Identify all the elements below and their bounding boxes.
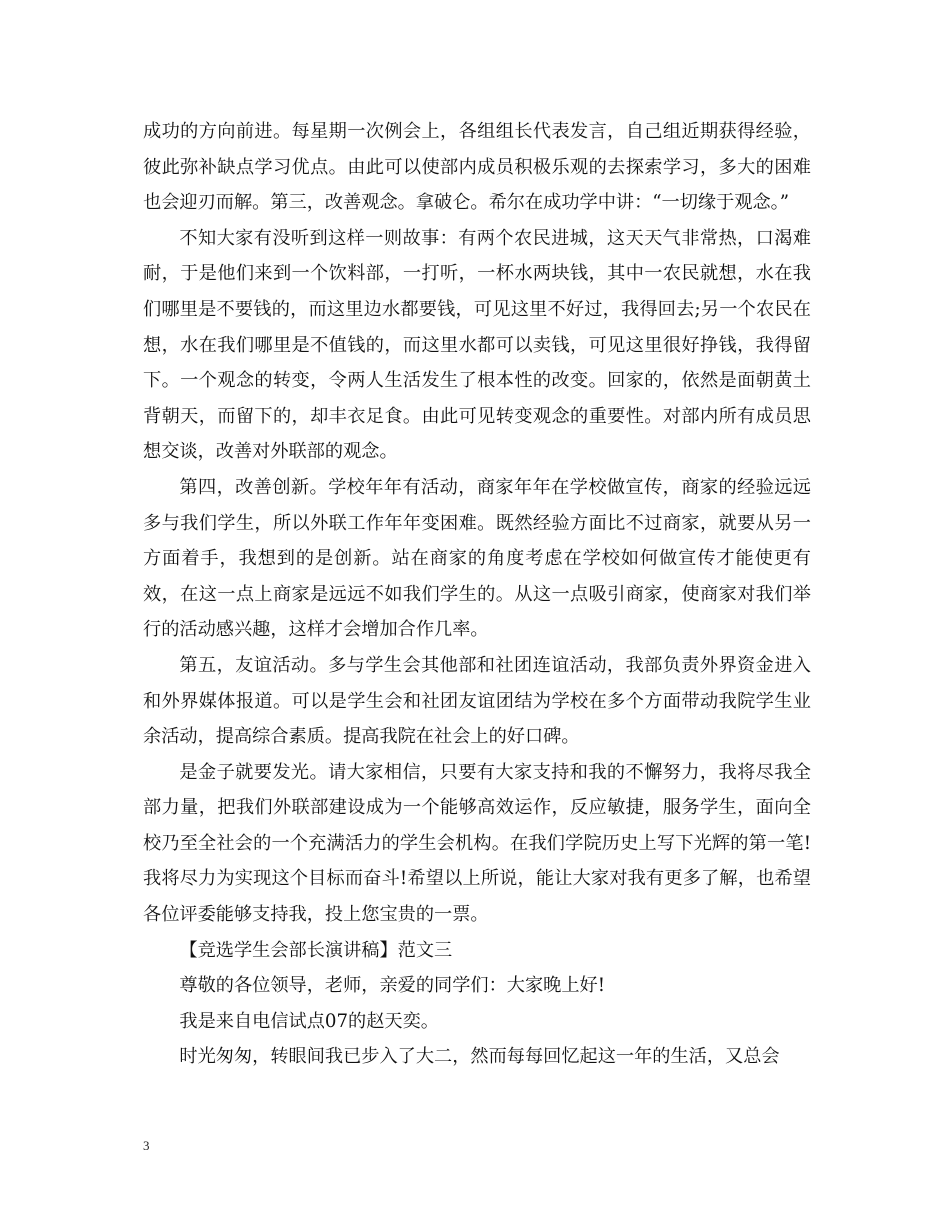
paragraph-greeting: 尊敬的各位领导，老师，亲爱的同学们：大家晚上好! <box>179 975 606 997</box>
document-body <box>143 114 811 1075</box>
paragraph-farmer-story: 不知大家有没听到这样一则故事：有两个农民进城，这天天气非常热，口渴难耐，于是他们来到一个饮料部，一打听，一杯水两块钱，其中一农民就想，水在我们哪里是不要钱的，而这里边水都要钱，可见这里不好过，我得回去;另一个农民在想，水在我们哪里是不值钱的，而这里水都可以卖钱，可见这里很好挣钱，我得留下。一个观念的转变，令两人生活发生了根本性的改变。回家的，依然是面朝黄土背朝天，而留下的，却丰衣足食。由此可见转变观念的重要性。对部内所有成员思想交谈，改善对外联部的观念。 <box>143 227 811 463</box>
page-number: 3 <box>143 1138 150 1153</box>
paragraph-closing: 是金子就要发光。请大家相信，只要有大家支持和我的不懈努力，我将尽我全部力量，把我们外联部建设成为一个能够高效运作，反应敏捷，服务学生，面向全校乃至全社会的一个充满活力的学生会机构。在我们学院历史上写下光辉的第一笔!我将尽力为实现这个目标而奋斗!希望以上所说，能让大家对我有更多了解，也希望各位评委能够支持我，投上您宝贵的一票。 <box>143 761 811 926</box>
paragraph-innovation: 第四，改善创新。学校年年有活动，商家年年在学校做宣传，商家的经验远远多与我们学生，所以外联工作年年变困难。既然经验方面比不过商家，就要从另一方面着手，我想到的是创新。站在商家的角度考虑在学校如何做宣传才能使更有效，在这一点上商家是远远不如我们学生的。从这一点吸引商家，使商家对我们举行的活动感兴趣，这样才会增加合作几率。 <box>143 476 811 641</box>
paragraph-self-introduction: 我是来自电信试点07的赵天奕。 <box>179 1010 439 1032</box>
paragraph-continuation: 成功的方向前进。每星期一次例会上，各组组长代表发言，自己组近期获得经验，彼此弥补缺点学习优点。由此可以使部内成员积极乐观的去探索学习，多大的困难也会迎刃而解。第三，改善观念。拿破仑。希尔在成功学中讲：“一切缘于观念。” <box>143 121 811 214</box>
paragraph-time-passes: 时光匆匆，转眼间我已步入了大二，然而每每回忆起这一年的生活，又总会 <box>179 1046 780 1068</box>
section-heading-sample-three: 【竞选学生会部长演讲稿】范文三 <box>179 939 453 961</box>
paragraph-friendship-activities: 第五，友谊活动。多与学生会其他部和社团连谊活动，我部负责外界资金进入和外界媒体报道。可以是学生会和社团友谊团结为学校在多个方面带动我院学生业余活动，提高综合素质。提高我院在社会上的好口碑。 <box>143 654 811 748</box>
